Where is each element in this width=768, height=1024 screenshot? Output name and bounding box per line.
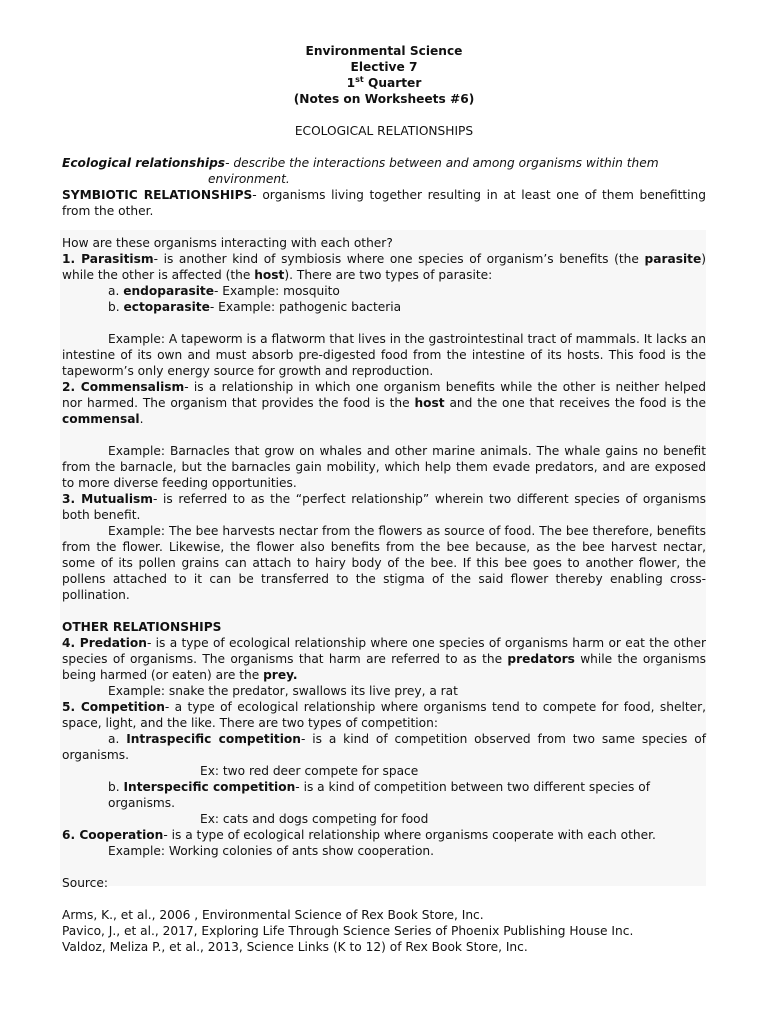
predation-definition: 4. Predation- is a type of ecological relationship where one species of organisms harm or eat the other species of organisms. The organisms that harm are referred to as the predators while the organisms being harmed (or eaten) are the prey. xyxy=(62,636,706,682)
competition-definition: 5. Competition- a type of ecological relationship where organisms tend to compete for food, shelter, space, light, and the like. There are two types of competition: xyxy=(62,700,706,730)
page-title: ECOLOGICAL RELATIONSHIPS xyxy=(294,124,474,138)
symbiotic-definition: SYMBIOTIC RELATIONSHIPS- organisms living together resulting in at least one of them benefitting from the other. xyxy=(62,188,706,218)
competition-type-a-example: Ex: two red deer compete for space xyxy=(200,764,419,778)
worksheet-page xyxy=(62,43,706,955)
parasitism-definition: 1. Parasitism- is another kind of symbiosis where one species of organism’s benefits (the parasite) while the other is affected (the host). There are two types of parasite: xyxy=(62,252,706,282)
source-item: Pavico, J., et al., 2017, Exploring Life Through Science Series of Phoenix Publishing House Inc. xyxy=(62,924,634,938)
predation-example: Example: snake the predator, swallows its live prey, a rat xyxy=(108,684,458,698)
parasite-type-a: a. endoparasite- Example: mosquito xyxy=(108,284,340,298)
source-item: Valdoz, Meliza P., et al., 2013, Science Links (K to 12) of Rex Book Store, Inc. xyxy=(62,940,528,954)
question-line: How are these organisms interacting with each other? xyxy=(62,236,393,250)
other-relationships-heading: OTHER RELATIONSHIPS xyxy=(62,620,222,634)
intro-definition: Ecological relationships- describe the interactions between and among organisms within them xyxy=(62,156,659,170)
commensalism-definition: 2. Commensalism- is a relationship in which one organism benefits while the other is neither helped nor harmed. The organism that provides the food is the host and the one that receives the food is the commensal. xyxy=(62,380,707,426)
intro-definition-cont: environment. xyxy=(208,172,290,186)
source-item: Arms, K., et al., 2006 , Environmental Science of Rex Book Store, Inc. xyxy=(62,908,484,922)
mutualism-example: Example: The bee harvests nectar from the flowers as source of food. The bee therefore, benefits from the flower. Likewise, the flower also benefits from the bee because, as the bee harvest nectar, some of its pollen grains can attach to hairy body of the bee. If this bee goes to another flower, the pollens attached to it can be transferred to the stigma of the said flower thereby enabling cross-pollination. xyxy=(62,524,706,602)
elective-line: Elective 7 xyxy=(350,60,418,74)
subject-line: Environmental Science xyxy=(305,44,463,58)
competition-type-b: b. Interspecific competition- is a kind of competition between two different species of organisms. xyxy=(108,780,650,810)
quarter-line: 1st Quarter xyxy=(346,74,422,90)
notes-line: (Notes on Worksheets #6) xyxy=(293,92,475,106)
competition-type-a: a. Intraspecific competition- is a kind of competition observed from two same species of organisms. xyxy=(62,732,706,762)
parasitism-example: Example: A tapeworm is a flatworm that lives in the gastrointestinal tract of mammals. It lacks an intestine of its own and must absorb pre-digested food from the intestine of its hosts. This food is the tapeworm’s only energy source for growth and reproduction. xyxy=(62,332,706,378)
cooperation-example: Example: Working colonies of ants show cooperation. xyxy=(108,844,435,858)
mutualism-definition: 3. Mutualism- is referred to as the “perfect relationship” wherein two different species of organisms both benefit. xyxy=(62,492,706,522)
commensalism-example: Example: Barnacles that grow on whales and other marine animals. The whale gains no benefit from the barnacle, but the barnacles gain mobility, which help them evade predators, and are exposed to more diverse feeding opportunities. xyxy=(62,444,706,490)
cooperation-definition: 6. Cooperation- is a type of ecological relationship where organisms cooperate with each other. xyxy=(62,828,656,842)
source-label: Source: xyxy=(62,876,108,890)
competition-type-b-example: Ex: cats and dogs competing for food xyxy=(200,812,429,826)
parasite-type-b: b. ectoparasite- Example: pathogenic bacteria xyxy=(108,300,402,314)
